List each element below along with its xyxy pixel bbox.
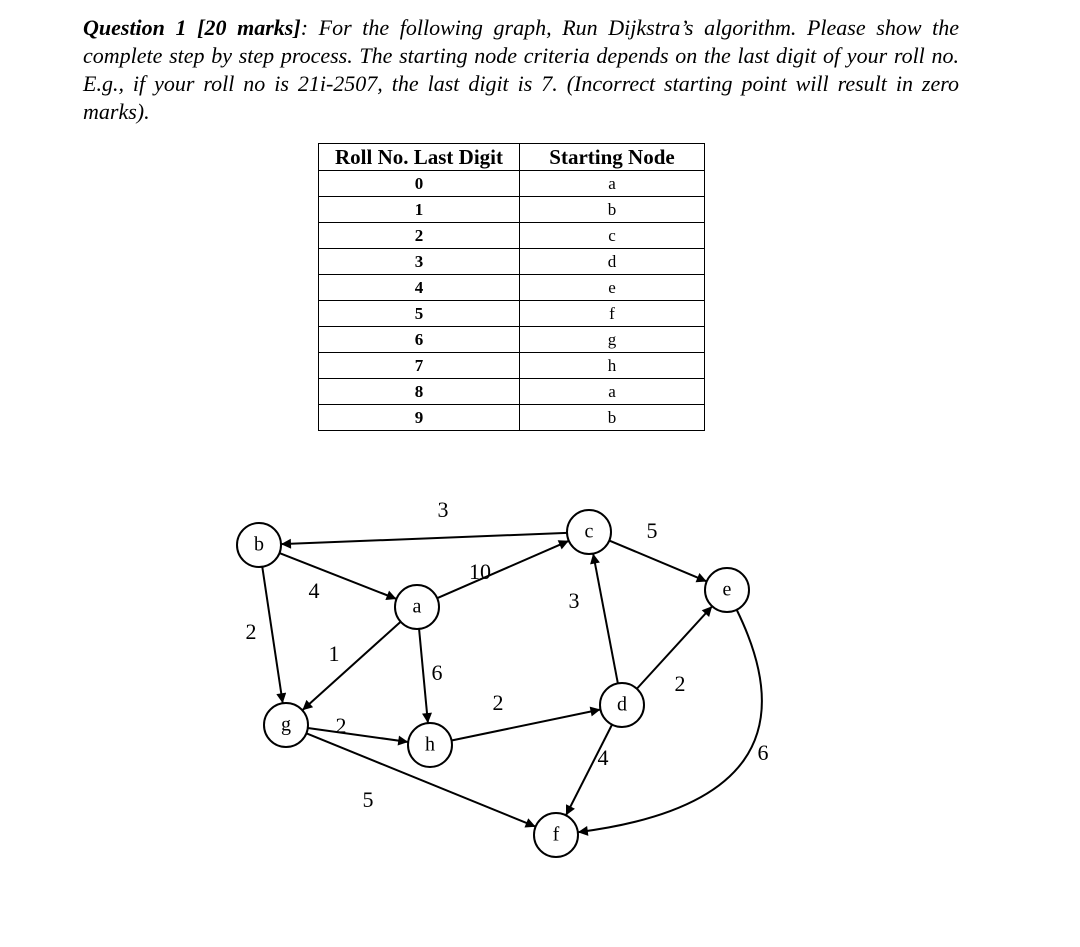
node-label-f: f bbox=[552, 823, 560, 846]
edge-weight-c-b: 3 bbox=[437, 497, 449, 523]
header-starting-node: Starting Node bbox=[520, 144, 705, 171]
table-row bbox=[319, 249, 705, 275]
weights-layer bbox=[246, 497, 769, 812]
node-c bbox=[567, 510, 611, 554]
edge-weight-d-f: 4 bbox=[597, 745, 609, 771]
table-row bbox=[319, 171, 705, 197]
edge-weight-b-g: 2 bbox=[245, 619, 257, 645]
roll-number-table bbox=[318, 143, 705, 431]
node-g bbox=[264, 703, 308, 747]
digit-cell: 7 bbox=[319, 353, 520, 379]
digit-cell: 8 bbox=[319, 379, 520, 405]
edge-weight-h-d: 2 bbox=[492, 690, 504, 716]
edges-layer bbox=[262, 533, 762, 832]
edge-weight-e-f: 6 bbox=[757, 740, 769, 766]
edge-weight-a-g: 1 bbox=[328, 641, 340, 667]
question-body: : For the following graph, Run Dijkstra’s algorithm. Please show the complete step by step process. The starting node criteria depends on the last digit of your roll no. E.g., if your roll no is 21i-2507, the last digit is 7. (Incorrect starting point will result in zero marks). bbox=[83, 15, 960, 124]
edge-h-d bbox=[452, 709, 601, 740]
digit-cell: 5 bbox=[319, 301, 520, 327]
table-row bbox=[319, 327, 705, 353]
table-row bbox=[319, 379, 705, 405]
edge-a-h bbox=[419, 629, 428, 723]
edge-weight-d-e: 2 bbox=[674, 671, 686, 697]
node-cell: d bbox=[520, 249, 705, 275]
node-cell: b bbox=[520, 405, 705, 431]
edge-weight-b-a: 4 bbox=[308, 578, 320, 604]
node-cell: a bbox=[520, 171, 705, 197]
edge-d-c bbox=[593, 554, 618, 684]
edge-c-b bbox=[281, 533, 567, 544]
digit-cell: 6 bbox=[319, 327, 520, 353]
node-cell: h bbox=[520, 353, 705, 379]
node-f bbox=[534, 813, 578, 857]
table-row bbox=[319, 301, 705, 327]
node-d bbox=[600, 683, 644, 727]
digit-cell: 4 bbox=[319, 275, 520, 301]
table-header-row bbox=[319, 144, 705, 171]
node-a bbox=[395, 585, 439, 629]
node-e bbox=[705, 568, 749, 612]
graph-diagram bbox=[0, 470, 1080, 870]
edge-weight-g-f: 5 bbox=[362, 787, 374, 813]
node-cell: e bbox=[520, 275, 705, 301]
edge-weight-g-h: 2 bbox=[335, 713, 347, 739]
edge-weight-d-c: 3 bbox=[568, 588, 580, 614]
edge-weight-a-c: 10 bbox=[469, 559, 491, 585]
node-label-b: b bbox=[254, 533, 264, 556]
question-heading: Question 1 [20 marks] bbox=[83, 15, 301, 40]
edge-weight-c-e: 5 bbox=[646, 518, 658, 544]
node-label-g: g bbox=[281, 713, 291, 736]
edge-b-g bbox=[262, 567, 282, 703]
node-cell: a bbox=[520, 379, 705, 405]
digit-cell: 1 bbox=[319, 197, 520, 223]
edge-c-e bbox=[609, 541, 706, 582]
table-row bbox=[319, 197, 705, 223]
table-row bbox=[319, 353, 705, 379]
edge-e-f bbox=[578, 610, 762, 832]
node-cell: g bbox=[520, 327, 705, 353]
node-label-h: h bbox=[425, 733, 435, 756]
node-label-e: e bbox=[722, 578, 732, 601]
table-row bbox=[319, 275, 705, 301]
edge-b-a bbox=[279, 553, 396, 599]
question-text bbox=[83, 14, 959, 126]
table-row bbox=[319, 223, 705, 249]
node-h bbox=[408, 723, 452, 767]
digit-cell: 2 bbox=[319, 223, 520, 249]
node-label-c: c bbox=[584, 520, 594, 543]
node-b bbox=[237, 523, 281, 567]
digit-cell: 0 bbox=[319, 171, 520, 197]
nodes-layer bbox=[237, 510, 749, 857]
edge-a-g bbox=[302, 622, 400, 711]
node-label-d: d bbox=[617, 693, 627, 716]
digit-cell: 3 bbox=[319, 249, 520, 275]
node-label-a: a bbox=[412, 595, 422, 618]
node-cell: b bbox=[520, 197, 705, 223]
node-cell: c bbox=[520, 223, 705, 249]
edge-weight-a-h: 6 bbox=[431, 660, 443, 686]
edge-a-c bbox=[437, 541, 569, 598]
node-cell: f bbox=[520, 301, 705, 327]
table-row bbox=[319, 405, 705, 431]
digit-cell: 9 bbox=[319, 405, 520, 431]
header-roll-digit: Roll No. Last Digit bbox=[319, 144, 520, 171]
